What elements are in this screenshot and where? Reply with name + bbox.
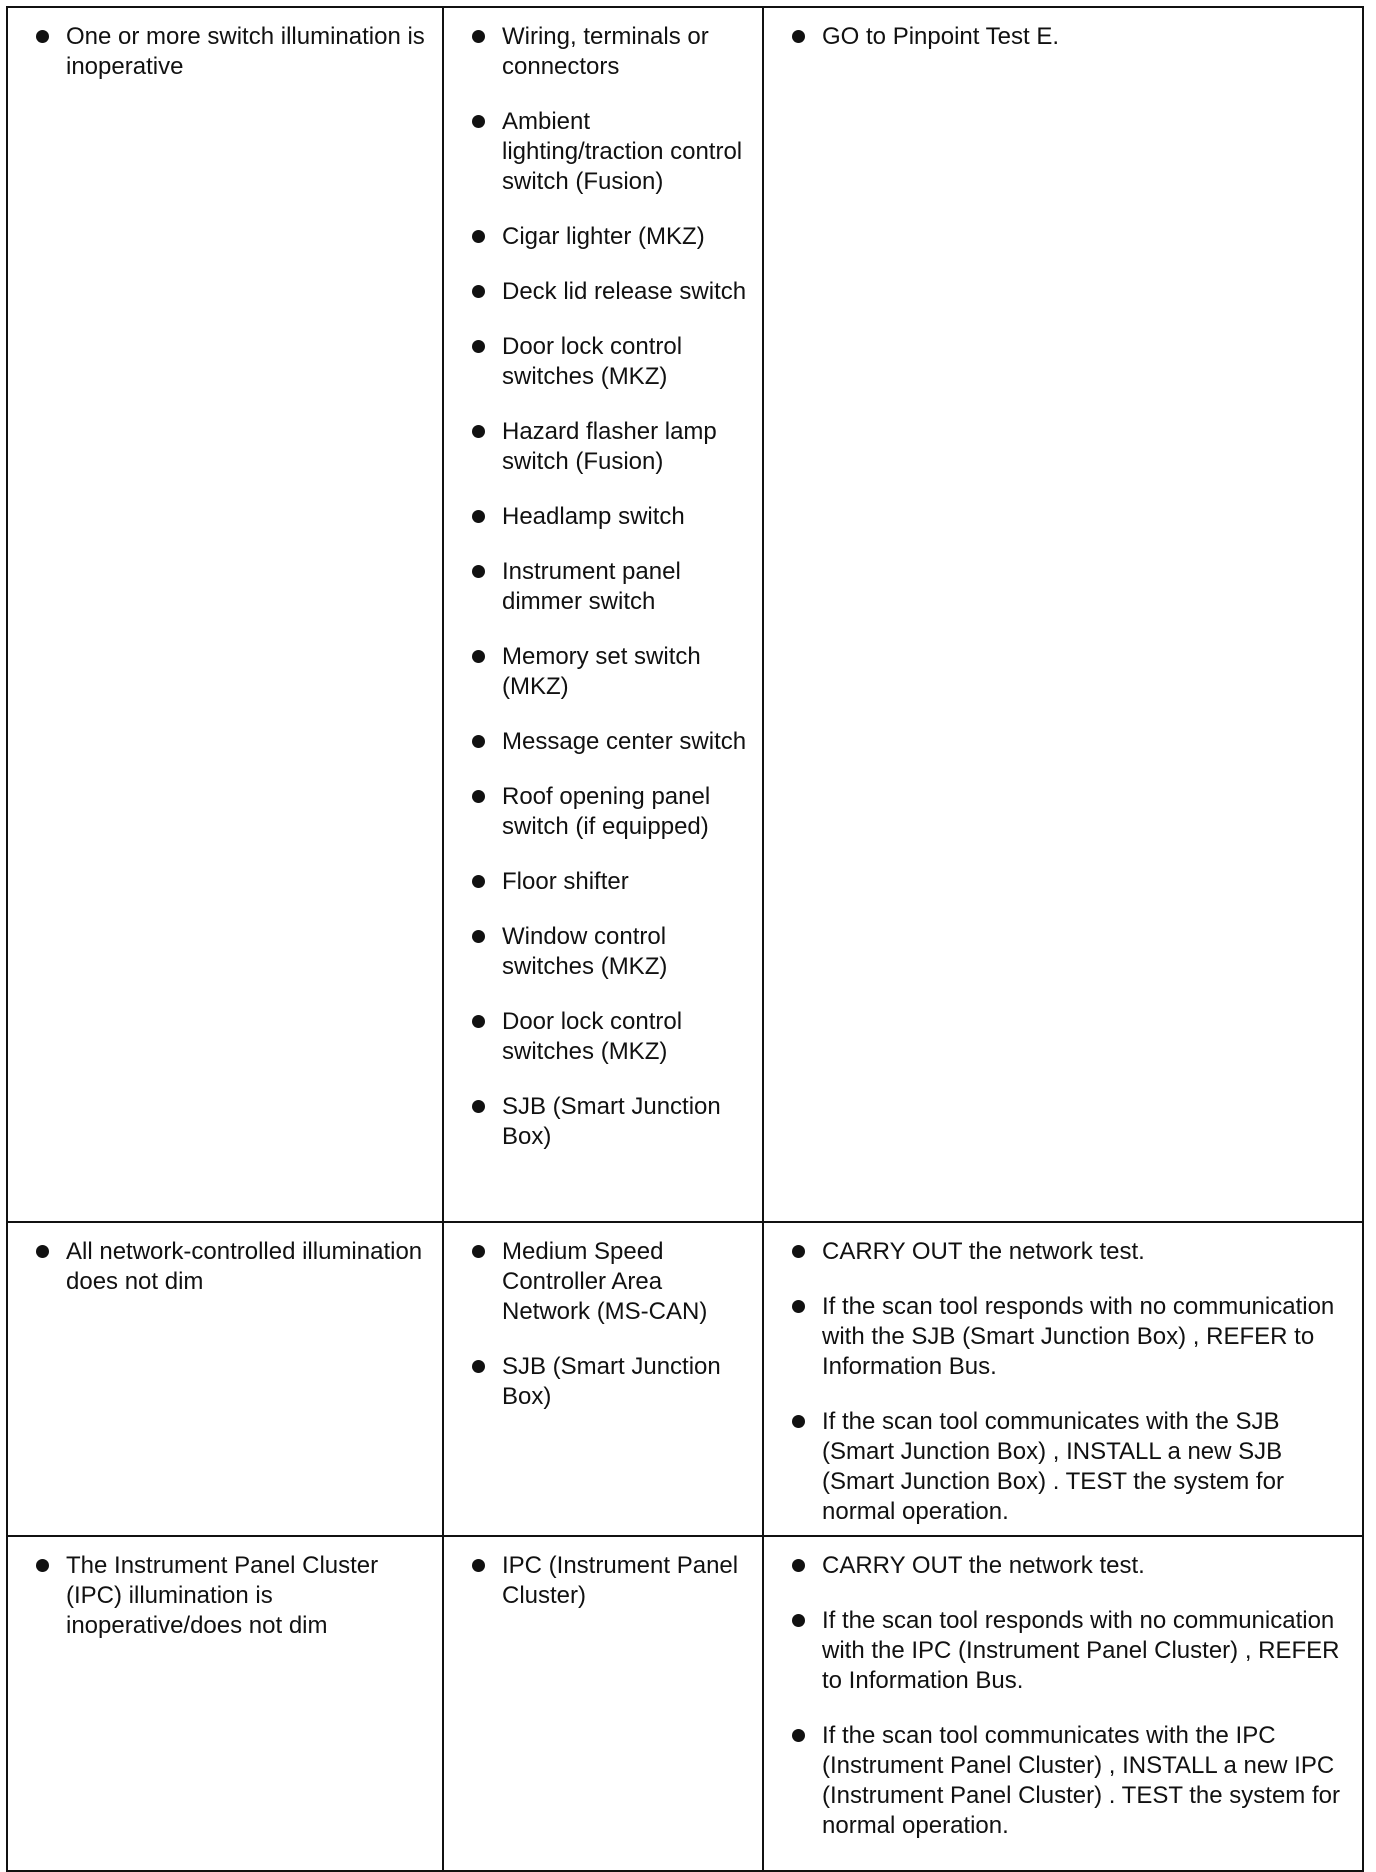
condition-list (36, 1237, 434, 1297)
bullet-icon (472, 565, 485, 578)
bullet-icon (472, 30, 485, 43)
bullet-icon (792, 1729, 805, 1742)
bullet-icon (472, 650, 485, 663)
causes-text: SJB (Smart Junction Box) (502, 1353, 721, 1410)
causes-text: Hazard flasher lamp switch (Fusion) (502, 418, 717, 475)
list-item (472, 1237, 754, 1327)
bullet-icon (792, 1300, 805, 1313)
actions-text: CARRY OUT the network test. (822, 1238, 1145, 1265)
list-item (472, 867, 754, 897)
causes-list (472, 1551, 754, 1611)
actions-text: CARRY OUT the network test. (822, 1552, 1145, 1579)
causes-text: Door lock control switches (MKZ) (502, 333, 683, 390)
causes-text: Roof opening panel switch (if equipped) (502, 783, 711, 840)
bullet-icon (472, 510, 485, 523)
bullet-icon (472, 340, 485, 353)
actions-text: If the scan tool responds with no communication with the IPC (Instrument Panel Cluster) , REFER to Information Bus. (822, 1607, 1340, 1694)
actions-text: If the scan tool responds with no communication with the SJB (Smart Junction Box) , REFER to Information Bus. (822, 1293, 1335, 1380)
causes-text: Door lock control switches (MKZ) (502, 1008, 683, 1065)
list-item (472, 107, 754, 197)
list-item (472, 557, 754, 617)
list-item (792, 1551, 1354, 1581)
action-cell (763, 1222, 1363, 1536)
list-item (472, 922, 754, 982)
list-item (472, 277, 754, 307)
causes-list (472, 22, 754, 1152)
bullet-icon (472, 425, 485, 438)
possible-source-cell (443, 1222, 763, 1536)
bullet-icon (472, 230, 485, 243)
table-row (7, 1536, 1363, 1871)
list-item (792, 1606, 1354, 1696)
causes-text: Instrument panel dimmer switch (502, 558, 681, 615)
list-item (472, 1551, 754, 1611)
condition-cell (7, 7, 443, 1222)
bullet-icon (36, 1245, 49, 1258)
causes-text: Deck lid release switch (502, 278, 747, 305)
actions-list (792, 1551, 1354, 1841)
bullet-icon (792, 1614, 805, 1627)
bullet-icon (792, 1559, 805, 1572)
bullet-icon (472, 1559, 485, 1572)
symptom-chart-body (7, 7, 1363, 1871)
action-cell (763, 7, 1363, 1222)
list-item (472, 22, 754, 82)
list-item (472, 1092, 754, 1152)
condition-list (36, 22, 434, 82)
bullet-icon (472, 790, 485, 803)
actions-list (792, 1237, 1354, 1527)
symptom-chart-table (6, 6, 1364, 1872)
list-item (472, 332, 754, 392)
bullet-icon (36, 30, 49, 43)
bullet-icon (472, 1015, 485, 1028)
causes-text: Window control switches (MKZ) (502, 923, 668, 980)
actions-text: GO to Pinpoint Test E. (822, 23, 1060, 50)
causes-text: Wiring, terminals or connectors (502, 23, 709, 80)
list-item (472, 417, 754, 477)
list-item (36, 1237, 434, 1297)
table-row (7, 1222, 1363, 1536)
bullet-icon (472, 285, 485, 298)
bullet-icon (792, 30, 805, 43)
list-item (472, 782, 754, 842)
action-cell (763, 1536, 1363, 1871)
bullet-icon (472, 1100, 485, 1113)
causes-text: Message center switch (502, 728, 747, 755)
condition-cell (7, 1536, 443, 1871)
bullet-icon (472, 1245, 485, 1258)
table-row (7, 7, 1363, 1222)
list-item (792, 1292, 1354, 1382)
actions-text: If the scan tool communicates with the SJB (Smart Junction Box) , INSTALL a new SJB (Smart Junction Box) . TEST the system for normal operation. (822, 1408, 1284, 1525)
possible-source-cell (443, 7, 763, 1222)
bullet-icon (472, 1360, 485, 1373)
causes-text: SJB (Smart Junction Box) (502, 1093, 721, 1150)
list-item (792, 1407, 1354, 1527)
causes-list (472, 1237, 754, 1412)
possible-source-cell (443, 1536, 763, 1871)
list-item (792, 1237, 1354, 1267)
actions-list (792, 22, 1354, 52)
bullet-icon (472, 930, 485, 943)
condition-text: The Instrument Panel Cluster (IPC) illumination is inoperative/does not dim (66, 1552, 379, 1639)
causes-text: Headlamp switch (502, 503, 685, 530)
bullet-icon (472, 735, 485, 748)
list-item (792, 1721, 1354, 1841)
list-item (472, 502, 754, 532)
causes-text: Medium Speed Controller Area Network (MS-CAN) (502, 1238, 708, 1325)
list-item (36, 1551, 434, 1641)
list-item (36, 22, 434, 82)
condition-list (36, 1551, 434, 1641)
causes-text: Floor shifter (502, 868, 629, 895)
condition-cell (7, 1222, 443, 1536)
causes-text: Ambient lighting/traction control switch (Fusion) (502, 108, 743, 195)
actions-text: If the scan tool communicates with the IPC (Instrument Panel Cluster) , INSTALL a new IPC (Instrument Panel Cluster) . TEST the system for normal operation. (822, 1722, 1340, 1839)
bullet-icon (36, 1559, 49, 1572)
bullet-icon (792, 1415, 805, 1428)
causes-text: IPC (Instrument Panel Cluster) (502, 1552, 739, 1609)
list-item (472, 1352, 754, 1412)
list-item (472, 1007, 754, 1067)
list-item (472, 727, 754, 757)
causes-text: Memory set switch (MKZ) (502, 643, 701, 700)
list-item (792, 22, 1354, 52)
bullet-icon (472, 115, 485, 128)
list-item (472, 642, 754, 702)
condition-text: All network-controlled illumination does not dim (66, 1238, 423, 1295)
bullet-icon (472, 875, 485, 888)
causes-text: Cigar lighter (MKZ) (502, 223, 705, 250)
bullet-icon (792, 1245, 805, 1258)
condition-text: One or more switch illumination is inoperative (66, 23, 425, 80)
list-item (472, 222, 754, 252)
